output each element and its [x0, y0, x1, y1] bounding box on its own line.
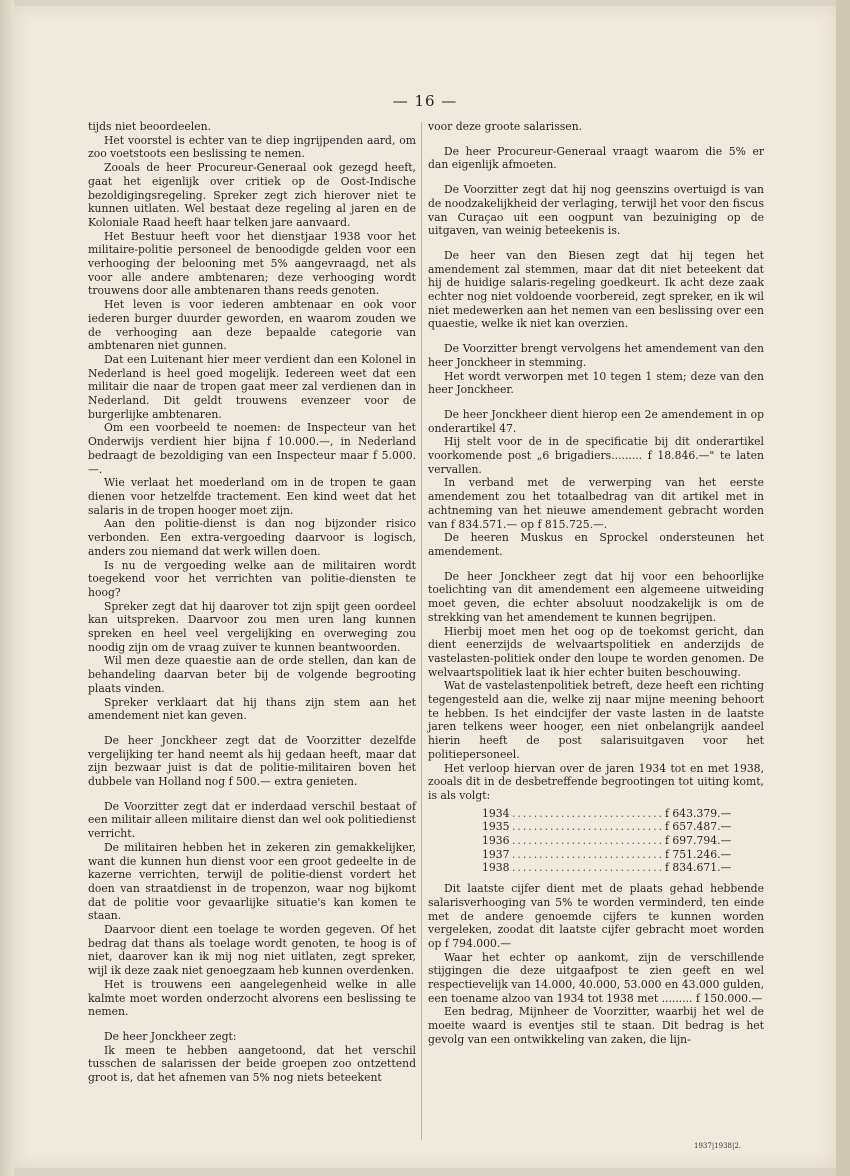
paragraph: Dit laatste cijfer dient met de plaats gehad hebbende salarisverhooging van 5% te worden verminderd, ten einde met de andere genoemde cijfers te kunnen worden vergeleken, zoodat dit laatste cijfer gebracht moet worden op f 794.000.— — [428, 882, 764, 950]
paragraph: Hij stelt voor de in de specificatie bij dit onderartikel voorkomende post „6 brigadiers......... f 18.846.—" te laten vervallen. — [428, 435, 764, 476]
right-column — [428, 120, 764, 1047]
year-cell: 1935 — [482, 820, 510, 834]
paragraph: De heer Jonckheer zegt dat hij voor een behoorlijke toelichting van dit amendement een algemeene uitweiding moet geven, die echter absoluut noodzakelijk is om de strekking van het amendement te kunnen begrijpen. — [428, 569, 764, 624]
paragraph: Daarvoor dient een toelage te worden gegeven. Of het bedrag dat thans als toelage wordt genoten, te hoog is of niet, daarover kan ik mij nog niet uitlaten, zegt spreker, wijl ik deze zaak niet genoegzaam heb kunnen overdenken. — [88, 923, 416, 978]
paragraph-gap — [428, 559, 764, 570]
paragraph-gap — [88, 1019, 416, 1030]
amount-cell: f 751.246.— — [665, 847, 732, 861]
dot-leader — [512, 848, 661, 862]
paragraph: De heeren Muskus en Sprockel ondersteunen het amendement. — [428, 531, 764, 558]
amount-cell: f 834.671.— — [665, 861, 732, 875]
paragraph: Dat een Luitenant hier meer verdient dan een Kolonel in Nederland is heel goed mogelijk. Iedereen weet dat een militair die naar de tropen gaat meer zal verdienen dan in Nederland. Dit geldt trouwens evenzeer voor de burgerlijke ambtenaren. — [88, 352, 416, 421]
paragraph-gap — [428, 238, 764, 249]
paragraph: Aan den politie-dienst is dan nog bijzonder risico verbonden. Een extra-vergoeding daarvoor is logisch, anders zou niemand dat werk willen doen. — [88, 517, 416, 558]
paragraph: Wat de vastelastenpolitiek betreft, deze heeft een richting tegengesteld aan die, welke zij naar mijne meening behoort te hebben. Is het eindcijfer der vaste lasten in de laatste jaren telkens weer hooger, een niet onbelangrijk aandeel hierin heeft de post salarisuitgaven voor het politiepersoneel. — [428, 679, 764, 761]
table-row — [482, 807, 747, 821]
paragraph: Een bedrag, Mijnheer de Voorzitter, waarbij het wel de moeite waard is eventjes stil te staan. Dit bedrag is het gevolg van een ontwikkeling van zaken, die lijn- — [428, 1005, 764, 1046]
paragraph: De Voorzitter zegt dat er inderdaad verschil bestaat of een militair alleen militaire dienst dan wel ook politiedienst verricht. — [88, 799, 416, 841]
paragraph-gap — [88, 789, 416, 800]
archive-reference: 1937|1938|2. — [694, 1142, 742, 1150]
page-number: — 16 — — [392, 92, 458, 110]
dot-leader — [512, 861, 661, 875]
paragraph: De heer Procureur-Generaal vraagt waarom die 5% er dan eigenlijk afmoeten. — [428, 144, 764, 172]
amount-cell: f 697.794.— — [665, 834, 732, 848]
paragraph: De Voorzitter zegt dat hij nog geenszins overtuigd is van de noodzakelijkheid der verlaging, terwijl het voor den fiscus van Curaçao uit een oogpunt van bezuiniging op de uitgaven, van weinig beteekenis is. — [428, 183, 764, 238]
paragraph: Spreker verklaart dat hij thans zijn stem aan het amendement niet kan geven. — [88, 695, 416, 723]
paragraph-gap — [428, 134, 764, 145]
paragraph: Spreker zegt dat hij daarover tot zijn spijt geen oordeel kan uitspreken. Daarvoor zou men uren lang kunnen spreken en heel veel vergelijking en overweging zou noodig zijn om de vraag zuiver te kunnen beantwoorden. — [88, 599, 416, 654]
paragraph: Het wordt verworpen met 10 tegen 1 stem; deze van den heer Jonckheer. — [428, 369, 764, 397]
amount-cell: f 657.487.— — [665, 820, 732, 834]
paragraph: Om een voorbeeld te noemen: de Inspecteur van het Onderwijs verdient hier bijna f 10.000.—, in Nederland bedraagt de bezoldiging van een Inspecteur maar f 5.000.—. — [88, 421, 416, 476]
dot-leader — [512, 807, 661, 821]
paragraph: Ik meen te hebben aangetoond, dat het verschil tusschen de salarissen der beide groepen zoo ontzettend groot is, dat het afnemen van 5% nog niets beteekent — [88, 1043, 416, 1085]
paragraph: Is nu de vergoeding welke aan de militairen wordt toegekend voor het verrichten van politie-diensten te hoog? — [88, 558, 416, 599]
table-row — [482, 820, 747, 834]
paragraph: tijds niet beoordeelen. — [88, 120, 211, 133]
paragraph: Zooals de heer Procureur-Generaal ook gezegd heeft, gaat het eigenlijk over critiek op de Oost-Indische bezoldigingsregeling. Spreker zegt zich hierover niet te kunnen uitlaten. Wel bestaat deze regeling al jaren en de Koloniale Raad heeft haar telken jare aanvaard. — [88, 161, 416, 229]
page-edge — [836, 0, 850, 1176]
year-cell: 1937 — [482, 847, 510, 861]
year-cell: 1938 — [482, 861, 510, 875]
paragraph: In verband met de verwerping van het eerste amendement zou het totaalbedrag van dit artikel met in achtneming van het nieuwe amendement gebracht worden van f 834.571.— op f 815.725.—. — [428, 476, 764, 531]
paragraph: Het leven is voor iederen ambtenaar en ook voor iederen burger duurder geworden, en waarom zouden we de verhooging aan deze bepaalde categorie van ambtenaren niet gunnen. — [88, 298, 416, 353]
paragraph-gap — [428, 397, 764, 408]
paragraph: voor deze groote salarissen. — [428, 120, 583, 133]
book-spine — [0, 0, 14, 1176]
table-row — [482, 848, 747, 862]
dot-leader — [512, 820, 661, 834]
paragraph: Het Bestuur heeft voor het dienstjaar 1938 voor het militaire-politie personeel de benoodigde gelden voor een verhooging der belooning met 5% aangevraagd, net als voor alle andere ambtenaren; deze verhooging wordt trouwens door alle ambtenaren thans reeds genoten. — [88, 229, 416, 298]
paragraph: Het verloop hiervan over de jaren 1934 tot en met 1938, zooals dit in de desbetreffende begrootingen tot uiting komt, is als volgt: — [428, 761, 764, 802]
paragraph: De heer Jonckheer zegt dat de Voorzitter dezelfde vergelijking ter hand neemt als hij gedaan heeft, maar dat zijn bezwaar juist is dat de politie-militairen boven het dubbele van Holland nog f 500.— extra genieten. — [88, 733, 416, 789]
paragraph: Wil men deze quaestie aan de orde stellen, dan kan de behandeling daarvan beter bij de volgende begrooting plaats vinden. — [88, 654, 416, 695]
paragraph: Het is trouwens een aangelegenheid welke in alle kalmte moet worden onderzocht alvorens een beslissing te nemen. — [88, 977, 416, 1019]
paragraph-gap — [88, 723, 416, 734]
paragraph: De heer Jonckheer dient hierop een 2e amendement in op onderartikel 47. — [428, 407, 764, 435]
paragraph: De heer van den Biesen zegt dat hij tegen het amendement zal stemmen, maar dat dit niet beteekent dat hij de huidige salaris-regeling goedkeurt. Ik acht deze zaak echter nog niet voldoende voorbereid, zegt spreker, en ik wil niet medewerken aan het nemen van een beslissing over een quaestie, welke ik niet kan overzien. — [428, 248, 764, 331]
table-row — [482, 861, 747, 875]
year-cell: 1936 — [482, 834, 510, 848]
dot-leader — [512, 834, 661, 848]
paragraph: Wie verlaat het moederland om in de tropen te gaan dienen voor hetzelfde tractement. Een kind weet dat het salaris in de tropen hooger moet zijn. — [88, 476, 416, 517]
paragraph: De Voorzitter brengt vervolgens het amendement van den heer Jonckheer in stemming. — [428, 342, 764, 369]
paragraph: De militairen hebben het in zekeren zin gemakkelijker, want die kunnen hun dienst voor een groot gedeelte in de kazerne verrichten, terwijl de politie-dienst vordert het doen van straatdienst in de tropenzon, waar nog bijkomt dat de politie voor gevaarlijke situatie's kan komen te staan. — [88, 840, 416, 923]
left-column — [88, 120, 416, 1085]
column-divider — [421, 122, 422, 1140]
right-column-bottom — [428, 882, 764, 1046]
paragraph: De heer Jonckheer zegt: — [104, 1030, 237, 1043]
salary-table — [482, 807, 747, 876]
paragraph-gap — [428, 172, 764, 183]
amount-cell: f 643.379.— — [665, 806, 732, 820]
year-cell: 1934 — [482, 806, 510, 820]
paragraph: Het voorstel is echter van te diep ingrijpenden aard, om zoo voetstoots een beslissing te nemen. — [88, 133, 416, 161]
paragraph: Waar het echter op aankomt, zijn de verschillende stijgingen die deze uitgaafpost te zien geeft en wel respectievelijk van 14.000, 40.000, 53.000 en 43.000 gulden, een toename alzoo van 1934 tot 1938 met ......... f 150.000.— — [428, 950, 764, 1005]
paragraph: Hierbij moet men het oog op de toekomst gericht, dan dient eenerzijds de welvaartspolitiek en anderzijds de vastelasten-politiek onder den loupe te worden genomen. De welvaartspolitiek laat ik hier echter buiten beschouwing. — [428, 624, 764, 679]
paragraph-gap — [428, 331, 764, 342]
table-row — [482, 834, 747, 848]
right-column-top — [428, 120, 764, 803]
